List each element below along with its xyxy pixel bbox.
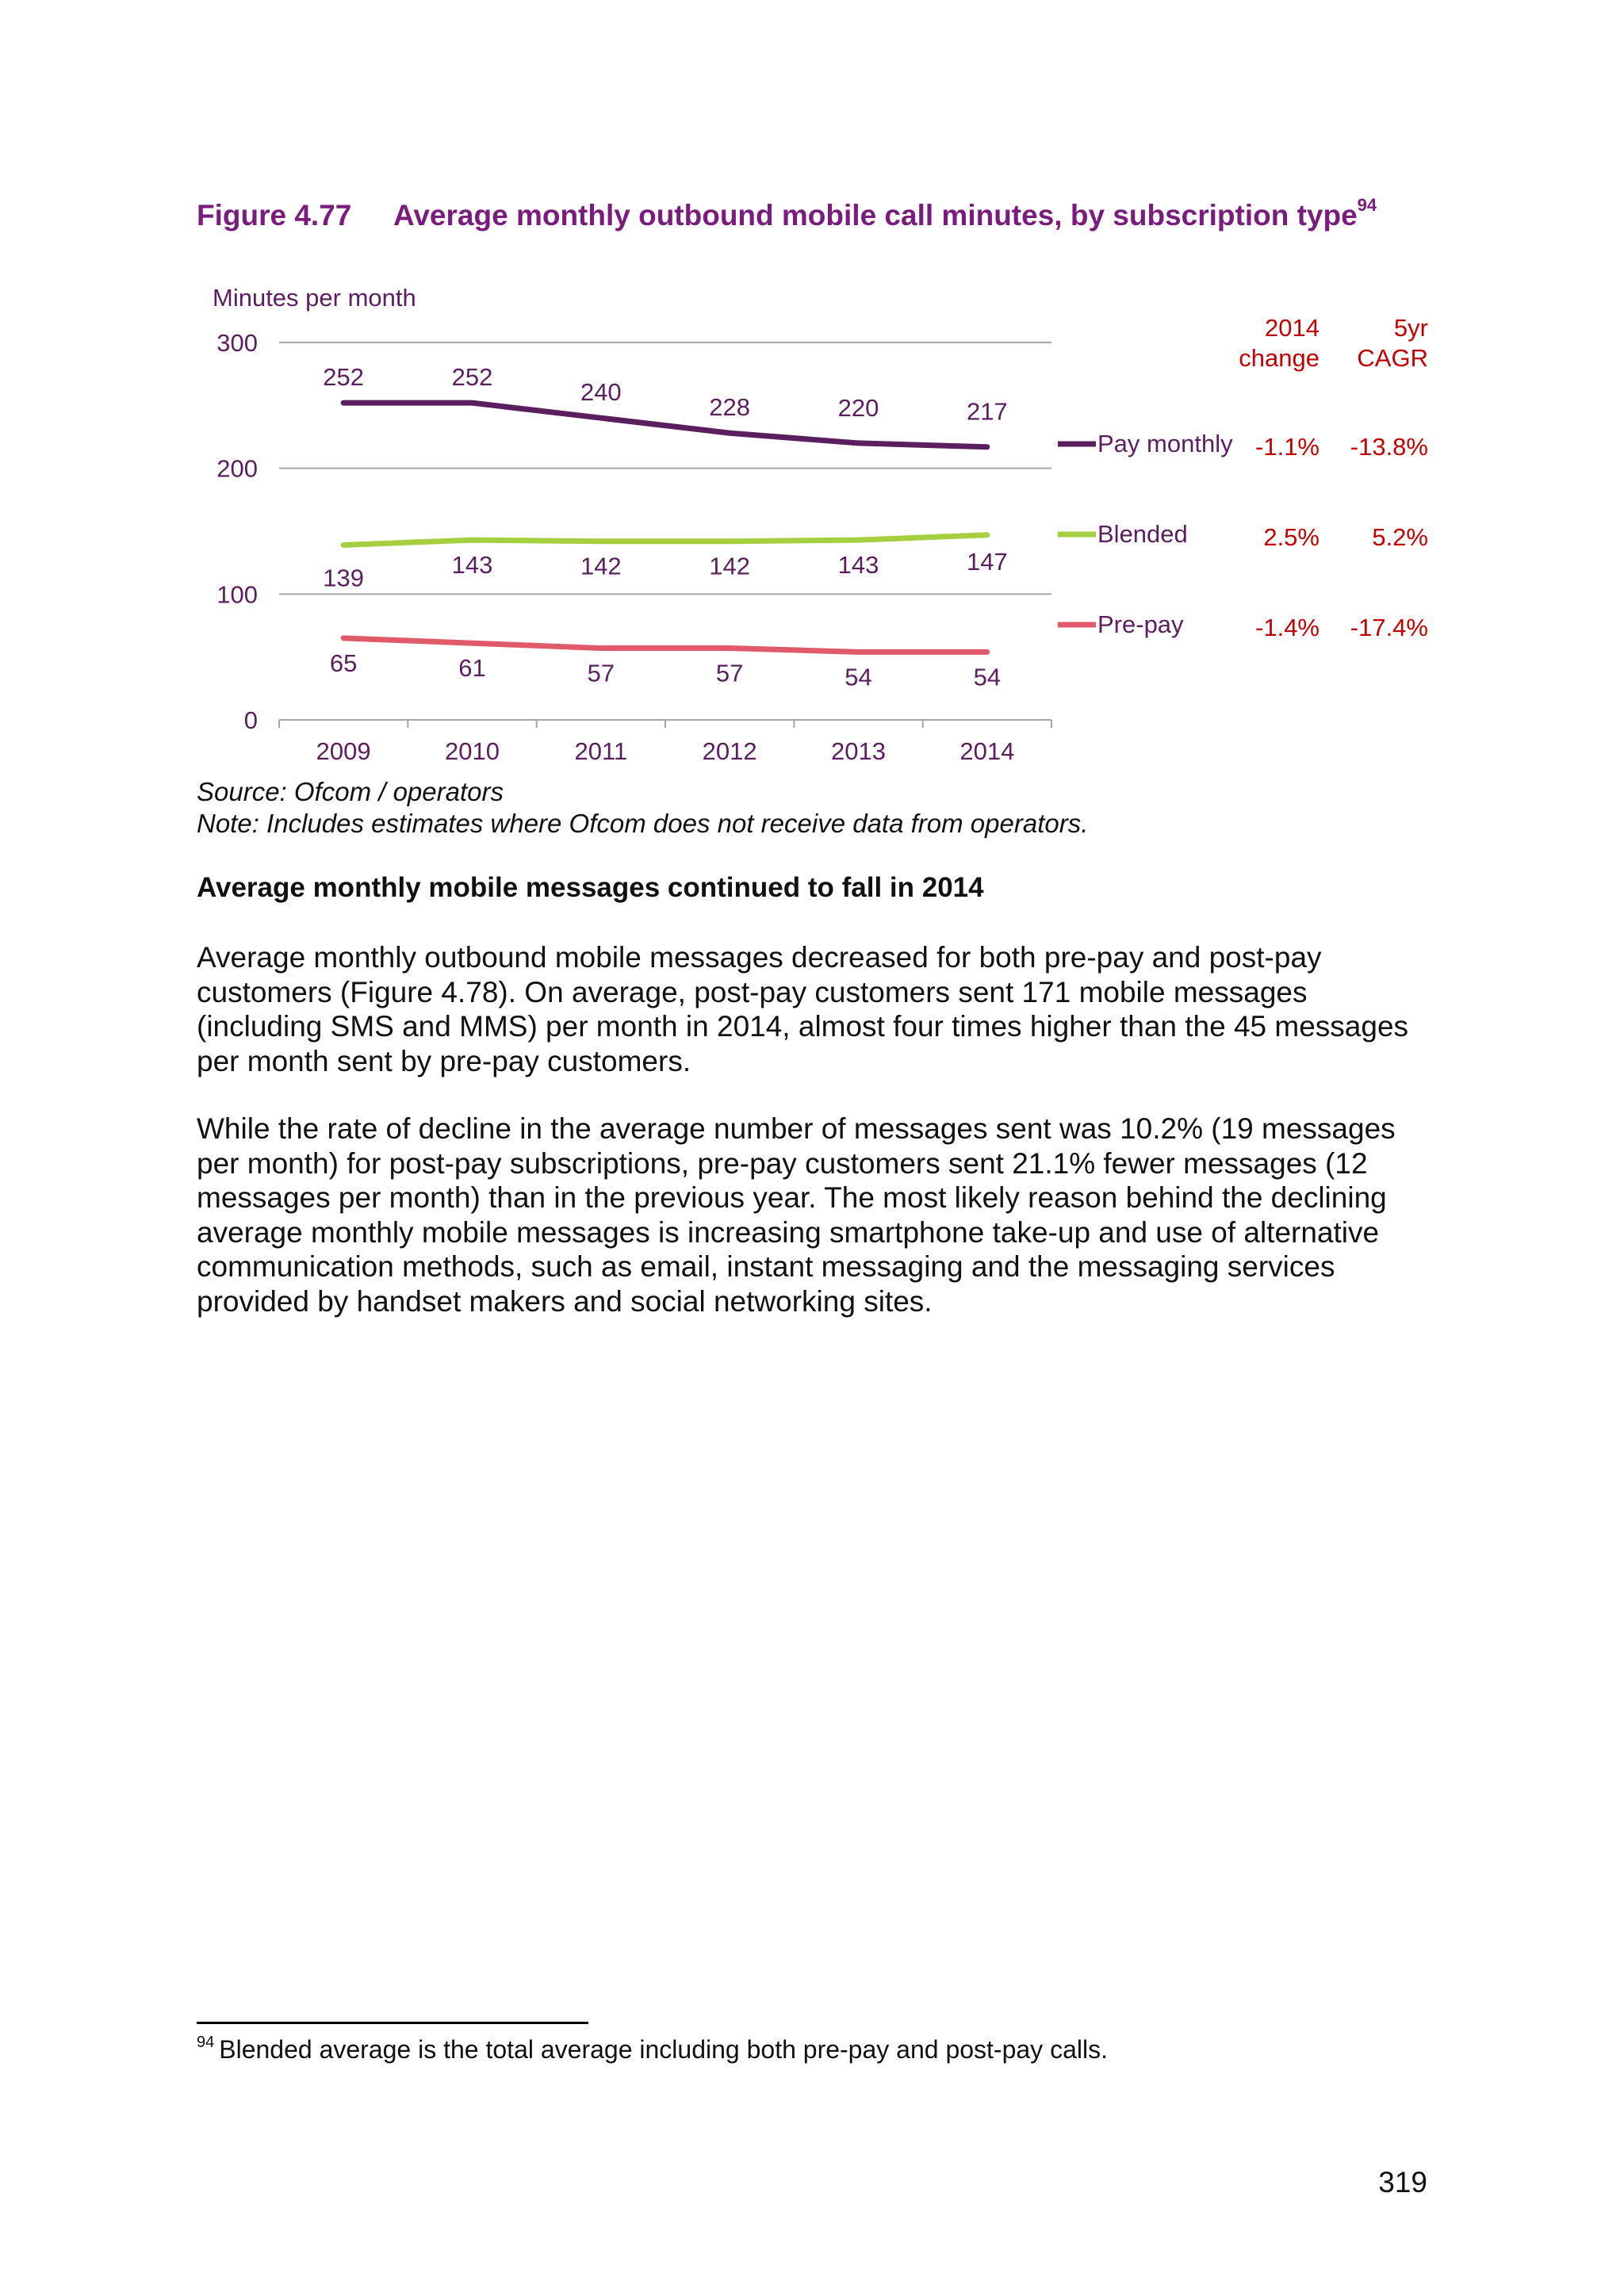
data-label: 143 bbox=[837, 551, 879, 580]
data-note: Note: Includes estimates where Ofcom does not receive data from operators. bbox=[197, 809, 1089, 838]
figure-title-text: Average monthly outbound mobile call minutes, by subscription type bbox=[393, 199, 1358, 232]
page-number: 319 bbox=[1378, 2166, 1427, 2198]
stat-cagr-5yr: 5.2% bbox=[1372, 523, 1428, 551]
stat-cagr-5yr: -13.8% bbox=[1350, 433, 1428, 461]
x-tick-label: 2014 bbox=[959, 737, 1015, 765]
header-cagr: CAGR bbox=[1357, 344, 1428, 372]
legend-label: Blended bbox=[1097, 520, 1188, 548]
data-label: 54 bbox=[845, 663, 872, 691]
data-label: 217 bbox=[966, 397, 1008, 426]
paragraph-2: While the rate of decline in the average number of messages sent was 10.2% (19 messages per month) for post-pay subscriptions, pre-pay customers sent 21.1% fewer messages (12 messages per month) than in the previous year. The most likely reason behind the declining average monthly mobile messages is increasing smartphone take-up and use of alternative communication methods, such as email, instant messaging and the messaging services provided by handset makers and social networking sites. bbox=[197, 1112, 1396, 1318]
figure-number: Figure 4.77 bbox=[197, 199, 352, 232]
x-tick-label: 2010 bbox=[445, 737, 500, 765]
data-label: 252 bbox=[451, 363, 493, 392]
source-note: Source: Ofcom / operators bbox=[197, 777, 504, 806]
x-tick-label: 2009 bbox=[316, 737, 371, 765]
legend-label: Pay monthly bbox=[1097, 430, 1233, 457]
y-tick-label: 300 bbox=[216, 329, 258, 357]
footnote bbox=[197, 2034, 1108, 2064]
paragraph-1: Average monthly outbound mobile messages decreased for both pre-pay and post-pay customers (Figure 4.78). On average, post-pay customers sent 171 mobile messages (including SMS and MMS) per month in 2014, almost four times higher than the 45 messages per month sent by pre-pay customers. bbox=[197, 941, 1409, 1077]
x-tick-label: 2013 bbox=[831, 737, 886, 765]
stat-cagr-5yr: -17.4% bbox=[1350, 614, 1428, 641]
stat-change-2014: -1.4% bbox=[1255, 614, 1320, 641]
series-line-blended bbox=[343, 535, 987, 545]
data-label: 57 bbox=[587, 659, 615, 687]
x-tick-label: 2012 bbox=[702, 737, 757, 765]
y-tick-label: 200 bbox=[216, 454, 258, 483]
footnote-ref: 94 bbox=[1357, 195, 1377, 215]
data-label: 142 bbox=[580, 552, 622, 580]
stat-change-2014: -1.1% bbox=[1255, 433, 1320, 461]
data-label: 54 bbox=[973, 663, 1002, 691]
data-label: 57 bbox=[715, 659, 744, 687]
data-label: 252 bbox=[323, 363, 365, 392]
data-label: 142 bbox=[709, 552, 751, 580]
x-tick-label: 2011 bbox=[574, 737, 628, 765]
header-change-year: 2014 bbox=[1265, 314, 1320, 342]
data-label: 139 bbox=[323, 564, 365, 592]
section-heading: Average monthly mobile messages continued to fall in 2014 bbox=[197, 872, 984, 903]
y-axis-title: Minutes per month bbox=[213, 284, 416, 312]
data-label: 240 bbox=[580, 378, 622, 407]
data-label: 220 bbox=[837, 393, 879, 422]
line-chart bbox=[0, 0, 1624, 793]
data-label: 147 bbox=[966, 547, 1008, 576]
data-label: 61 bbox=[458, 654, 486, 683]
footnote-text: Blended average is the total average including both pre-pay and post-pay calls. bbox=[219, 2035, 1108, 2064]
footnote-divider bbox=[197, 2022, 588, 2024]
series-line-pre-pay bbox=[343, 638, 987, 652]
stat-change-2014: 2.5% bbox=[1263, 523, 1320, 551]
y-tick-label: 0 bbox=[243, 706, 258, 734]
y-tick-label: 100 bbox=[216, 580, 258, 609]
data-label: 228 bbox=[709, 393, 751, 422]
data-label: 65 bbox=[329, 649, 358, 677]
legend-label: Pre-pay bbox=[1097, 610, 1184, 638]
header-cagr-5yr: 5yr bbox=[1393, 314, 1428, 342]
data-label: 143 bbox=[451, 551, 493, 580]
header-change: change bbox=[1239, 344, 1320, 372]
footnote-number: 94 bbox=[197, 2034, 215, 2051]
series-line-pay-monthly bbox=[343, 403, 987, 447]
